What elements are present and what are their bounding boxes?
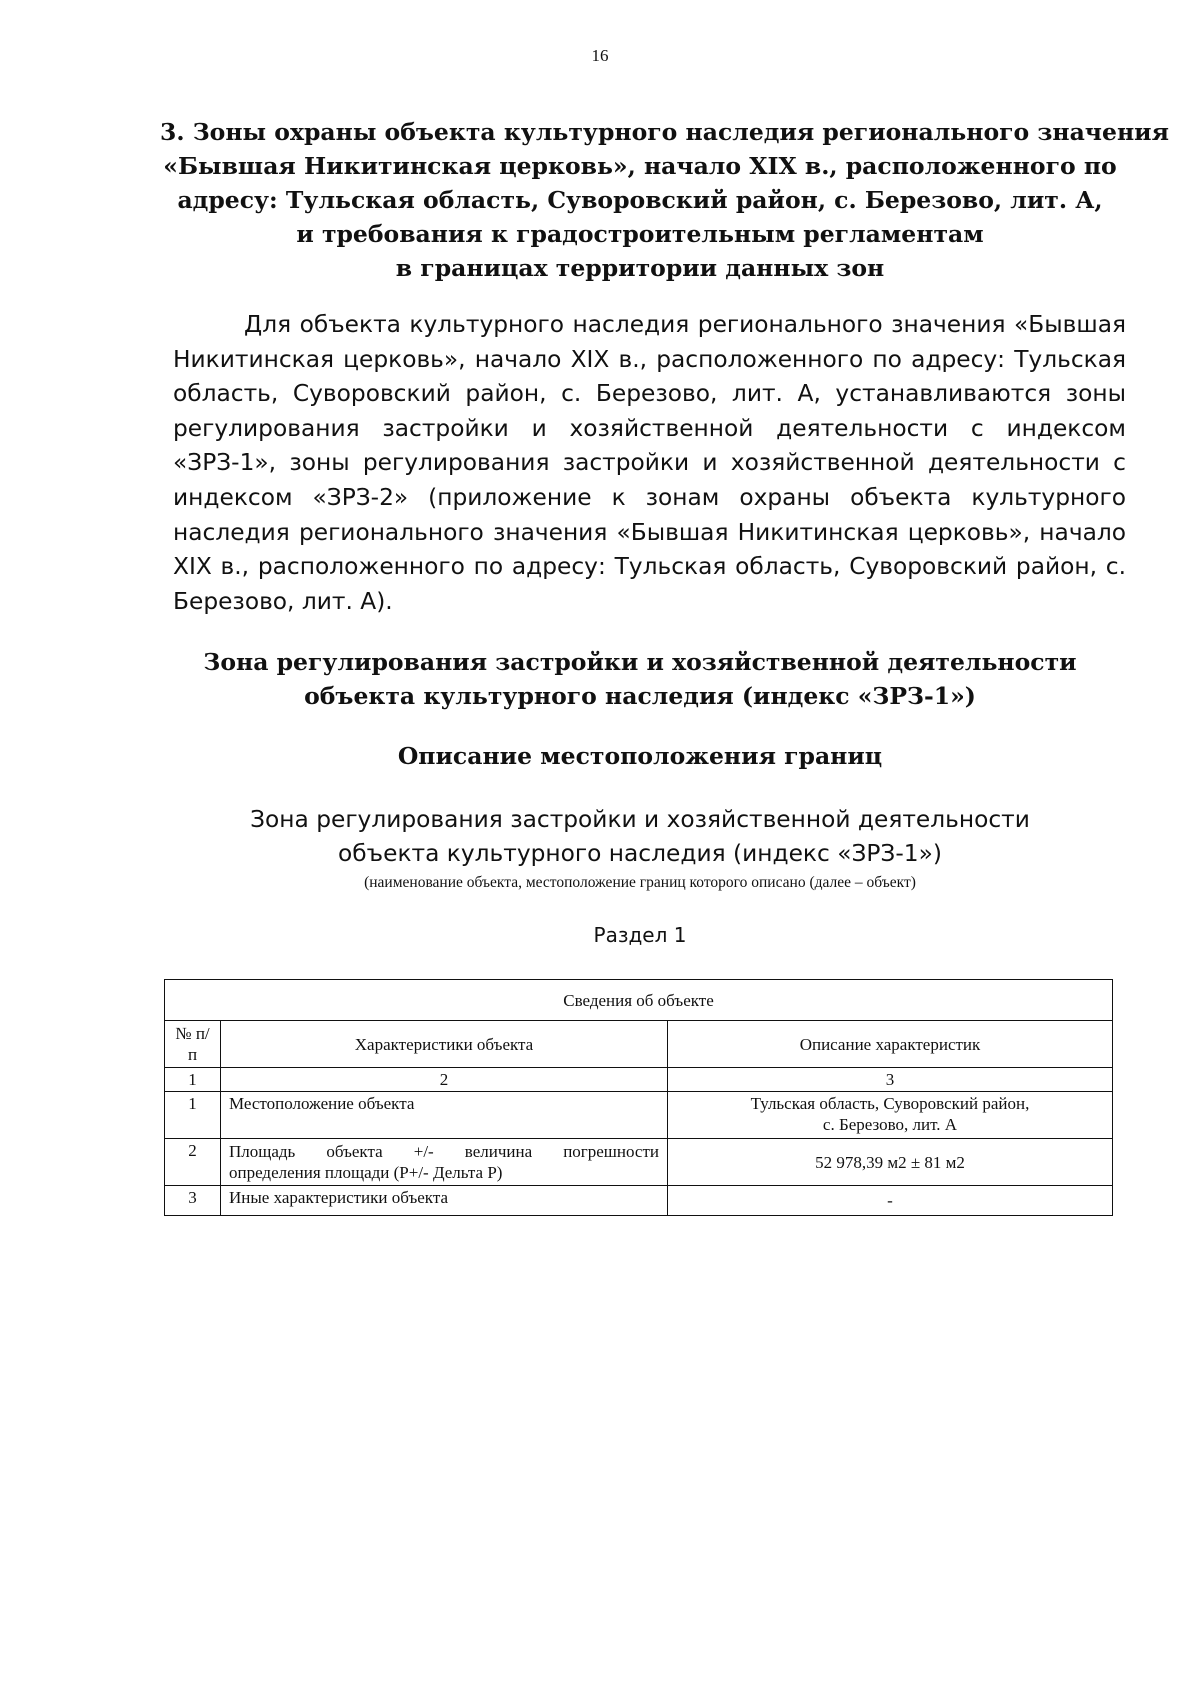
row-description: 52 978,39 м2 ± 81 м2 (668, 1139, 1113, 1186)
row-characteristic: Местоположение объекта (221, 1092, 668, 1139)
heading-line: 3. Зоны охраны объекта культурного наследия регионального значения (160, 118, 1169, 146)
section-label: Раздел 1 (593, 923, 687, 947)
table-row (165, 1186, 1113, 1216)
row-description (668, 1092, 1113, 1139)
header-characteristic: Характеристики объекта (221, 1021, 668, 1068)
header-num: № п/п (165, 1021, 221, 1068)
row-description-line: с. Березово, лит. А (822, 1115, 958, 1134)
zone-heading-line: объекта культурного наследия (индекс «ЗРЗ-1») (304, 682, 976, 710)
row-characteristic: Иные характеристики объекта (221, 1186, 668, 1216)
col-number: 2 (221, 1068, 668, 1092)
row-characteristic-line: Площадь объекта +/- величина погрешности (229, 1142, 659, 1161)
boundaries-heading-text: Описание местоположения границ (397, 742, 883, 770)
table-row (165, 1139, 1113, 1186)
object-name-line: объекта культурного наследия (индекс «ЗРЗ-1») (338, 840, 942, 867)
row-num: 2 (165, 1139, 221, 1186)
col-number: 1 (165, 1068, 221, 1092)
page-number: 16 (591, 46, 609, 65)
table-title: Сведения об объекте (165, 980, 1113, 1021)
object-name-line: Зона регулирования застройки и хозяйственной деятельности (250, 806, 1030, 833)
header-description: Описание характеристик (668, 1021, 1113, 1068)
object-caption: (наименование объекта, местоположение границ которого описано (далее – объект) (364, 874, 916, 891)
col-number: 3 (668, 1068, 1113, 1092)
row-characteristic-line: определения площади (Р+/- Дельта Р) (229, 1163, 503, 1182)
document-heading (160, 115, 1169, 285)
table-header-row (165, 1021, 1113, 1068)
row-description: - (668, 1186, 1113, 1216)
zone-heading-line: Зона регулирования застройки и хозяйственной деятельности (203, 648, 1077, 676)
zone-heading (160, 645, 1120, 713)
heading-line: «Бывшая Никитинская церковь», начало XIX в., расположенного по (163, 152, 1117, 180)
row-num: 3 (165, 1186, 221, 1216)
row-characteristic (221, 1139, 668, 1186)
table-row (165, 1092, 1113, 1139)
intro-paragraph: Для объекта культурного наследия регионального значения «Бывшая Никитинская церковь», начало XIX в., расположенного по адресу: Тульская область, Суворовский район, с. Березово, лит. А, устанавливаются зоны регулирования застройки и хозяйственной деятельности с индексом «ЗРЗ-1», зоны регулирования застройки и хозяйственной деятельности с индексом «ЗРЗ-2» (приложение к зонам охраны объекта культурного наследия регионального значения «Бывшая Никитинская церковь», начало XIX в., расположенного по адресу: Тульская область, Суворовский район, с. Березово, лит. А). (173, 311, 1126, 615)
object-name (160, 803, 1120, 871)
heading-line: в границах территории данных зон (395, 254, 885, 282)
table-colnum-row (165, 1068, 1113, 1092)
heading-line: адресу: Тульская область, Суворовский район, с. Березово, лит. А, (177, 186, 1103, 214)
table-title-row (165, 980, 1113, 1021)
boundaries-heading (160, 739, 1120, 773)
heading-line: и требования к градостроительным регламентам (296, 220, 984, 248)
row-description-line: Тульская область, Суворовский район, (750, 1094, 1030, 1113)
object-info-table (164, 979, 1113, 1216)
row-num: 1 (165, 1092, 221, 1139)
